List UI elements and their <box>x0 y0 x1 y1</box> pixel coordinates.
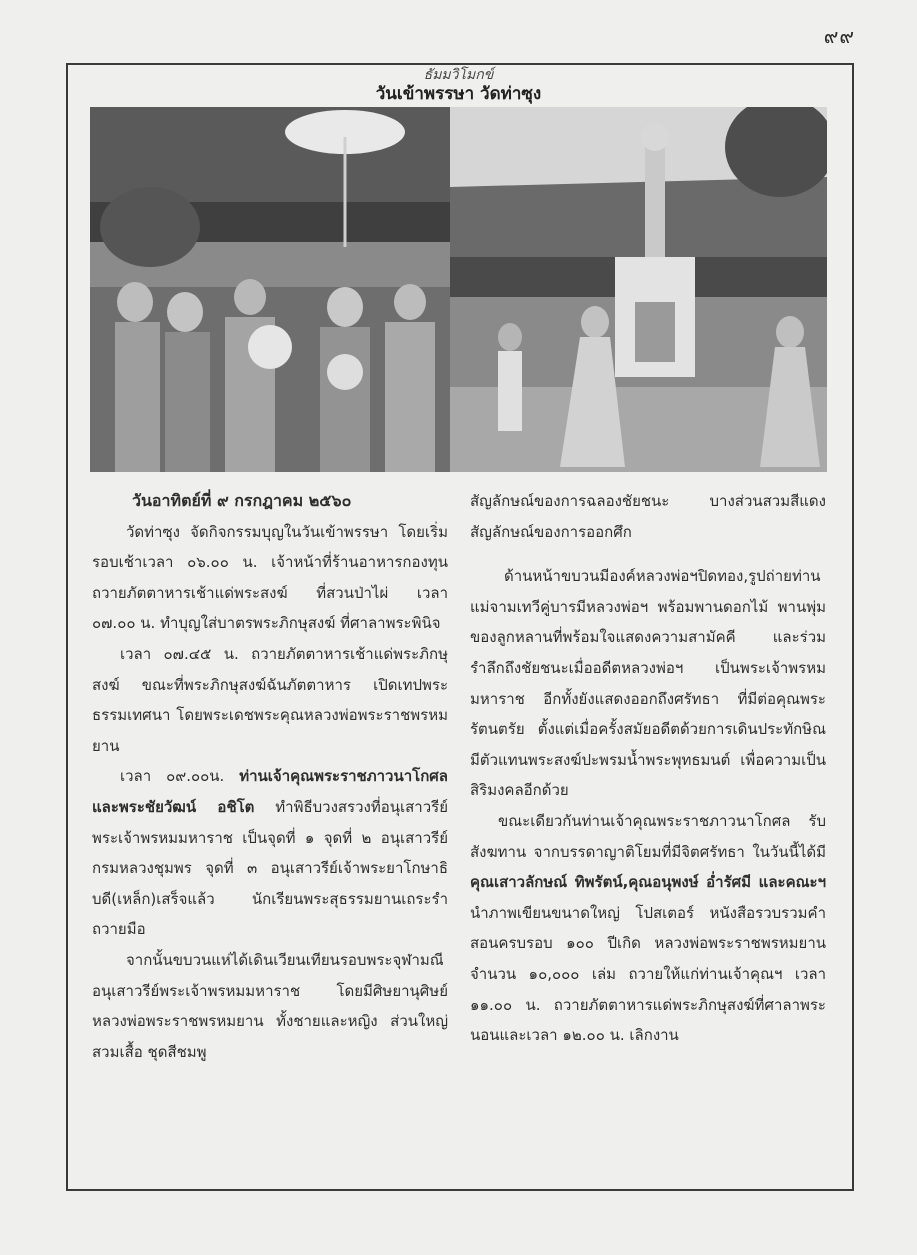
paragraph: เวลา ๐๗.๔๕ น. ถวายภัตตาหารเช้าแด่พระภิกษุสงฆ์ ขณะที่พระภิกษุสงฆ์ฉันภัตตาหาร เปิดเทปพระธรรมเทศนา โดยพระเดชพระคุณหลวงพ่อพระราชพรหมยาน <box>92 644 448 755</box>
paragraph: สัญลักษณ์ของการฉลองชัยชนะ บางส่วนสวมสีแดงสัญลักษณ์ของการออกศึก <box>470 492 826 541</box>
paragraph-text: นำภาพเขียนขนาดใหญ่ โปสเตอร์ หนังสือรวบรวมคำสอนครบรอบ ๑๐๐ ปีเกิด หลวงพ่อพระราชพรหมยาน จำนวน ๑๐,๐๐๐ เล่ม ถวายให้แก่ท่านเจ้าคุณฯ เวลา ๑๑.๐๐ น. ถวายภัตตาหารแด่พระภิกษุสงฆ์ที่ศาลาพระนอนและเวลา ๑๒.๐๐ น. เลิกงาน <box>470 903 826 1045</box>
paragraph: วัดท่าซุง จัดกิจกรรมบุญในวันเข้าพรรษา โดยเริ่มรอบเช้าเวลา ๐๖.๐๐ น. เจ้าหน้าที่ร้านอาหารกองทุนถวายภัตตาหารเช้าแด่พระสงฆ์ ที่สวนป่าไผ่ เวลา ๐๗.๐๐ น. ทำบุญใส่บาตรพระภิกษุสงฆ์ ที่ศาลาพระพินิจ <box>92 522 448 633</box>
left-column <box>92 486 448 1067</box>
paragraph-bold-names: ท่านเจ้าคุณพระราชภาวนาโกศล และพระชัยวัฒน์ อชิโต <box>92 767 448 816</box>
paragraph: จากนั้นขบวนแห่ได้เดินเวียนเทียนรอบพระจุฬามณี อนุเสาวรีย์พระเจ้าพรหมมหาราช โดยมีศิษยานุศิษย์หลวงพ่อพระราชพรหมยาน ทั้งชายและหญิง ส่วนใหญ่สวมเสื้อ ชุดสีชมพู <box>92 950 448 1061</box>
paragraph <box>470 806 826 1051</box>
paragraph-text: เวลา ๐๙.๐๐น. <box>120 767 240 786</box>
date-heading: วันอาทิตย์ที่ ๙ กรกฎาคม ๒๕๖๐ <box>132 491 352 510</box>
page-number: ๙๙ <box>823 24 855 48</box>
publication-subtitle: ธัมมวิโมกข์ <box>423 67 494 83</box>
paragraph: ด้านหน้าขบวนมีองค์หลวงพ่อฯปิดทอง,รูปถ่ายท่านแม่จามเทวีคู่บารมีหลวงพ่อฯ พร้อมพานดอกไม้ พานพุ่มของลูกหลานที่พร้อมใจแสดงความสามัคคี และร่วมรำลึกถึงชัยชนะเมื่ออดีตหลวงพ่อฯ เป็นพระเจ้าพรหมมหาราช อีกทั้งยังแสดงออกถึงศรัทธา ที่มีต่อคุณพระรัตนตรัย ตั้งแต่เมื่อครั้งสมัยอดีตด้วยการเดินประทักษิณ มีตัวแทนพระสงฆ์ปะพรมน้ำพระพุทธมนต์ เพื่อความเป็นสิริมงคลอีกด้วย <box>470 567 826 800</box>
article-title: วันเข้าพรรษา วัดท่าซุง <box>375 84 542 104</box>
paragraph-text: ทำพิธีบวงสรวงที่อนุเสาวรีย์พระเจ้าพรหมมหาราช เป็นจุดที่ ๑ จุดที่ ๒ อนุเสาวรีย์กรมหลวงชุมพร จุดที่ ๓ อนุเสาวรีย์เจ้าพระยาโกษาธิบดี(เหล็ก)เสร็จแล้ว นักเรียนพระสุธรรมยานเถระรำถวายมือ <box>92 797 448 939</box>
procession-photo <box>90 107 827 472</box>
paragraph <box>92 761 448 945</box>
paragraph-bold-names: คุณเสาวลักษณ์ ทิพรัตน์,คุณอนุพงษ์ อ่ำรัศมี และคณะฯ <box>470 873 826 892</box>
right-column <box>470 486 826 1051</box>
paragraph-text: ขณะเดียวกันท่านเจ้าคุณพระราชภาวนาโกศล รับสังฆทาน จากบรรดาญาติโยมที่มีจิตศรัทธา ในวันนี้ได้มี <box>470 811 826 861</box>
